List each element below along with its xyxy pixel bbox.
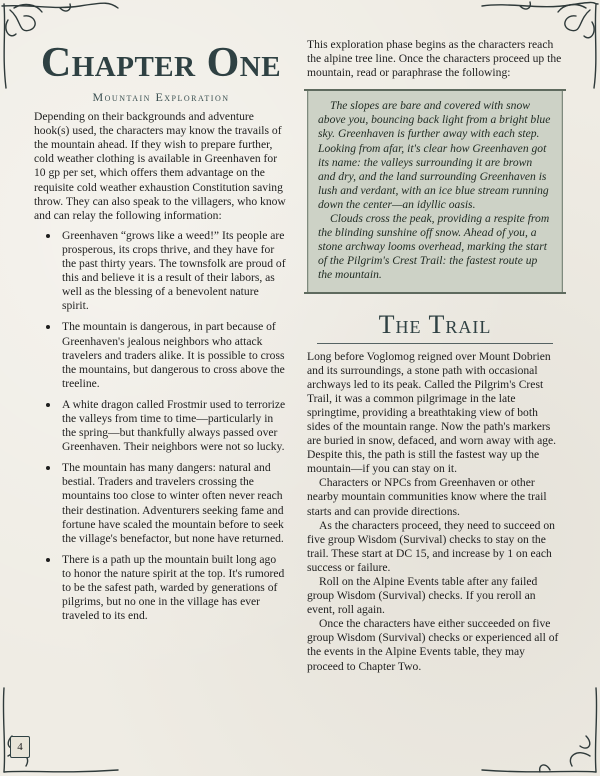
list-item — [34, 320, 288, 390]
trail-paragraph: Characters or NPCs from Greenhaven or other nearby mountain communities know where the trail starts and can provide directions. — [307, 476, 547, 518]
list-item — [34, 461, 288, 546]
read-aloud-box — [307, 90, 563, 292]
list-item — [34, 398, 288, 454]
list-item-text: The mountain is dangerous, in part because of Greenhaven's jealous neighbors who attack travelers and traders alike. It is possible to cross the mountains, but dangerous to cross above the treeline. — [62, 320, 285, 390]
trail-paragraph: Roll on the Alpine Events table after any failed group Wisdom (Survival) checks. If you reroll an event, roll again. — [307, 575, 538, 617]
page-number: 4 — [10, 736, 30, 758]
list-item — [34, 229, 288, 314]
bullet-icon — [46, 234, 50, 238]
intro-paragraph: Depending on their backgrounds and adventure hook(s) used, the characters may know the travails of the mountain ahead. If they wish to prepare further, cold weather clothing is available in Greenhaven for 10 gp per set, which offers them advantage on the requisite cold weather exhaustion Constitution saving throw. They can also speak to the villagers, who know and can relay the following information: — [34, 110, 286, 222]
list-item-text: There is a path up the mountain built long ago to honor the nature spirit at the top. It's rumored to be the safest path, warded by generations of pilgrims, but no one in the village has ever traveled to its end. — [62, 552, 285, 623]
list-item-text: The mountain has many dangers: natural and bestial. Traders and travelers crossing the mountains too close to winter often never reach their destination. Adventurers seeking fame and fortune have scaled the mountain before to seek the village's benefactor, but none have returned. — [62, 461, 284, 545]
list-item-text: Greenhaven “grows like a weed!” Its people are prosperous, its crops thrive, and they have for the past thirty years. The townsfolk are proud of this and believe it is a result of their labors, as well as the blessing of a benevolent nature spirit. — [62, 228, 286, 313]
section-title: The Trail — [378, 309, 492, 339]
read-aloud-paragraph: The slopes are bare and covered with snow above you, bouncing back light from a bright blue sky. Greenhaven is further away with each step. Looking from afar, it's clear how Greenhaven got its name: the valleys surrounding it are brown and dry, and the land surrounding Greenhaven is lush and verdant, with an ice blue stream running down the center—an idyllic oasis. — [318, 99, 551, 211]
corner-vine-ornament-bottom-right — [480, 686, 600, 776]
trail-paragraph: As the characters proceed, they need to succeed on five group Wisdom (Survival) checks to stay on the trail. These start at DC 15, and increase by 1 on each success or failure. — [307, 518, 555, 574]
chapter-title: Chapter One — [40, 40, 282, 86]
read-aloud-paragraph: Clouds cross the peak, providing a respite from the blinding sunshine off snow. Ahead of you, a stone archway looms overhead, marking the start of the Pilgrim's Crest Trail: the fastest route up the mountain. — [318, 212, 550, 282]
bullet-icon — [46, 558, 50, 562]
list-item-text: A white dragon called Frostmir used to terrorize the valleys from time to time—particularly in the spring—but thankfully always passed over Greenhaven. Their neighbors were not so lucky. — [62, 397, 286, 454]
bullet-icon — [46, 466, 50, 470]
trail-paragraph: Once the characters have either succeeded on five group Wisdom (Survival) checks or experienced all of the events in the Alpine Events table, they may proceed to Chapter Two. — [307, 617, 559, 673]
trail-paragraph: Long before Voglomog reigned over Mount Dobrien and its surroundings, a stone path with occasional archways led to its peak. Called the Pilgrim's Crest Trail, it was a common pilgrimage in the late springtime, providing a breathtaking view of both sides of the mountain range. Now the path's markers are buried in snow, defaced, and worn away with age. Despite this, the path is still the fastest way up the mountain—if you can stay on it. — [307, 349, 557, 476]
left-column — [34, 38, 288, 630]
right-column — [307, 38, 563, 674]
bullet-icon — [46, 325, 50, 329]
chapter-subtitle: Mountain Exploration — [92, 90, 230, 104]
villager-info-list — [34, 229, 288, 623]
bullet-icon — [46, 403, 50, 407]
exploration-intro: This exploration phase begins as the characters reach the alpine tree line. Once the characters proceed up the mountain, read or paraphrase the following: — [307, 38, 562, 80]
section-divider — [317, 343, 553, 344]
corner-vine-ornament-bottom-left — [0, 686, 120, 776]
list-item — [34, 553, 288, 623]
